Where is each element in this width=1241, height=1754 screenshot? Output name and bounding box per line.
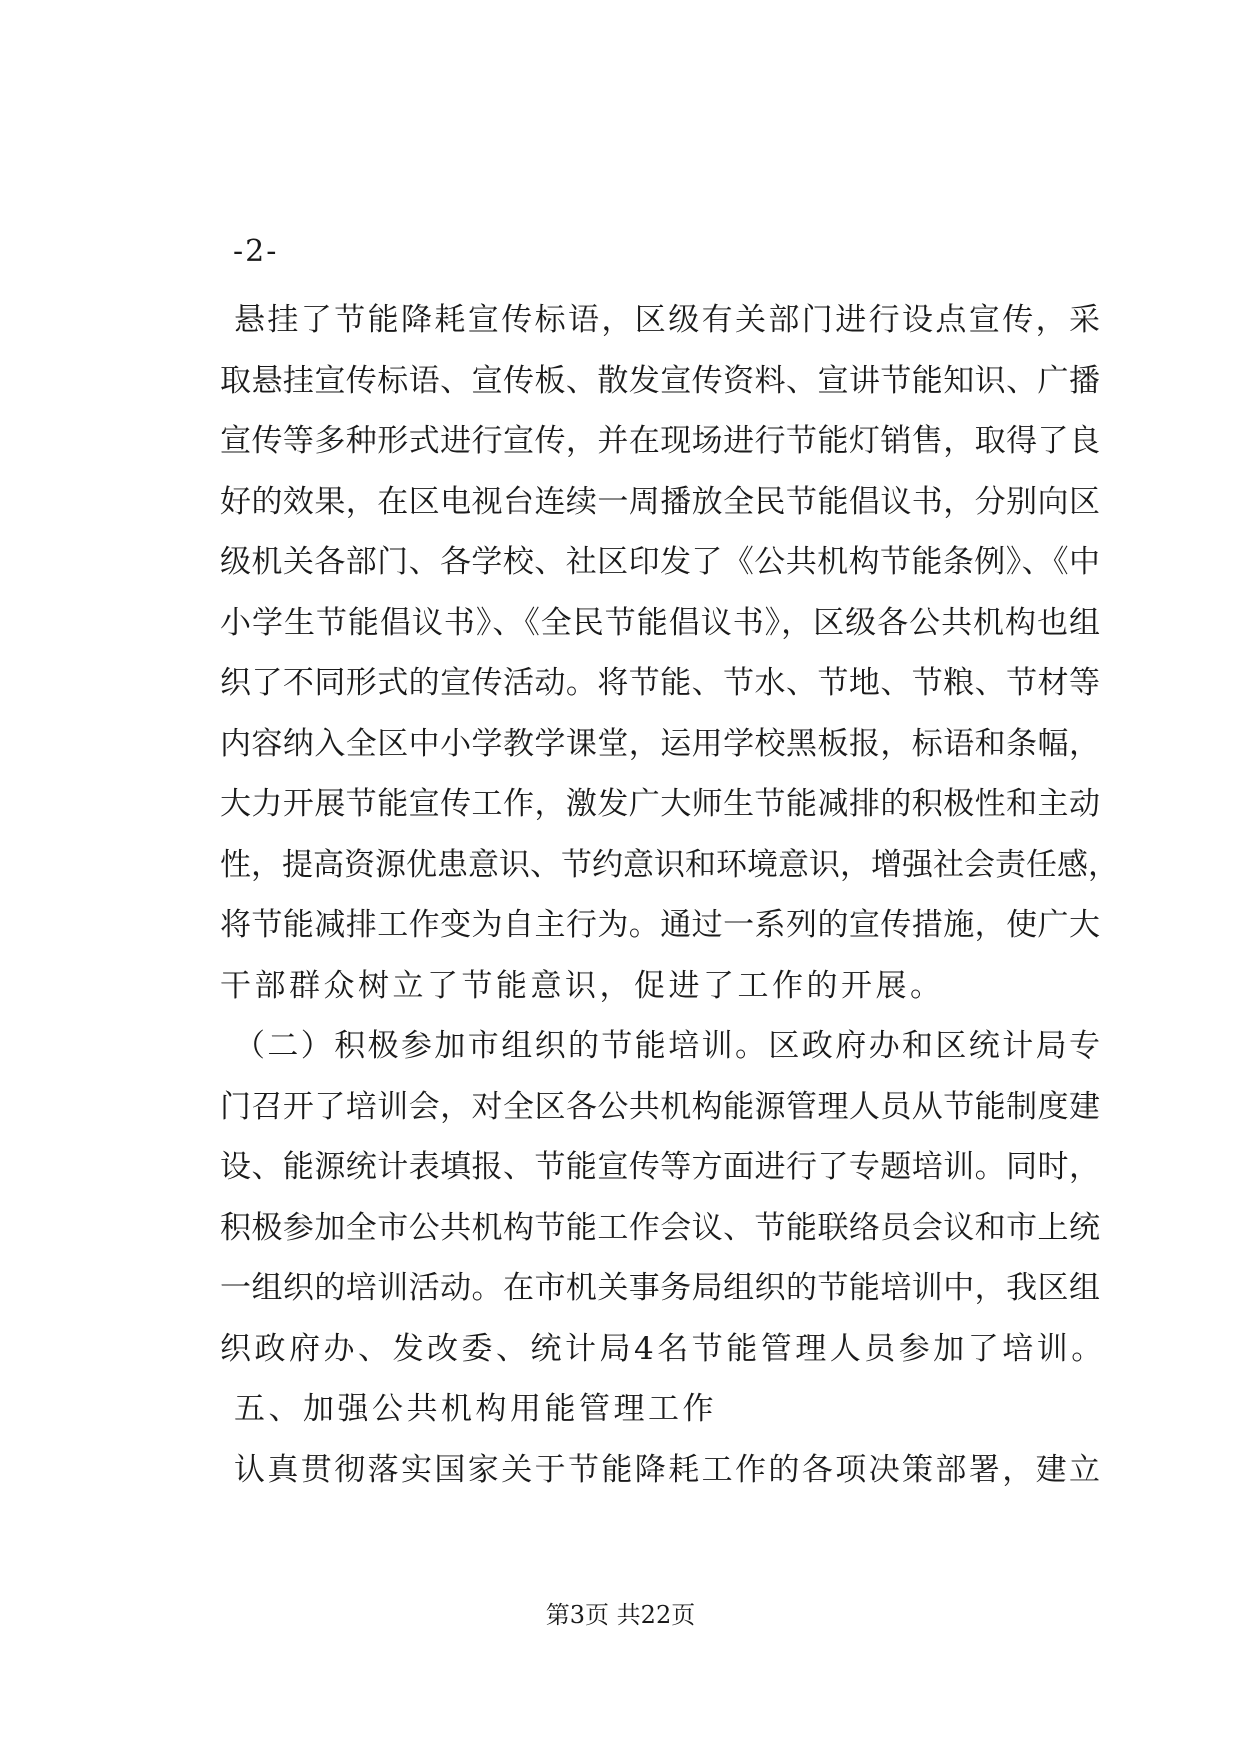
body-text <box>220 290 1119 1500</box>
text-line: 认真贯彻落实国家关于节能降耗工作的各项决策部署，建立 <box>234 1451 1100 1488</box>
text-line: 级机关各部门、各学校、社区印发了《公共机构节能条例》、《中 <box>220 544 1100 580</box>
text-line: 好的效果，在区电视台连续一周播放全民节能倡议书，分别向区 <box>220 483 1100 520</box>
text-line: 悬挂了节能降耗宣传标语，区级有关部门进行设点宣传，采 <box>234 302 1100 338</box>
text-line: 干部群众树立了节能意识，促进了工作的开展。 <box>220 967 945 1004</box>
text-line: 织了不同形式的宣传活动。将节能、节水、节地、节粮、节材等 <box>220 665 1100 701</box>
section-heading: 五、加强公共机构用能管理工作 <box>234 1391 717 1427</box>
page-footer: 第3页 共22页 <box>545 1601 696 1629</box>
text-line: 取悬挂宣传标语、宣传板、散发宣传资料、宣讲节能知识、广播 <box>220 362 1100 399</box>
text-line: 小学生节能倡议书》、《全民节能倡议书》，区级各公共机构也组 <box>220 604 1100 641</box>
text-line: 门召开了培训会，对全区各公共机构能源管理人员从节能制度建 <box>220 1088 1100 1125</box>
text-line: 设、能源统计表填报、节能宣传等方面进行了专题培训。同时， <box>220 1149 1100 1185</box>
section-2-heading-line: （二）积极参加市组织的节能培训。区政府办和区统计局专 <box>234 1028 1100 1064</box>
page-marker: -2- <box>233 234 279 269</box>
text-line: 将节能减排工作变为自主行为。通过一系列的宣传措施，使广大 <box>220 907 1100 943</box>
text-line: 积极参加全市公共机构节能工作会议、节能联络员会议和市上统 <box>220 1209 1100 1246</box>
text-line: 大力开展节能宣传工作，激发广大师生节能减排的积极性和主动 <box>220 786 1100 822</box>
text-line: 性，提高资源优患意识、节约意识和环境意识，增强社会责任感， <box>220 846 1119 883</box>
text-line: 织政府办、发改委、统计局4名节能管理人员参加了培训。 <box>220 1330 1106 1367</box>
text-line: 宣传等多种形式进行宣传，并在现场进行节能灯销售，取得了良 <box>220 423 1100 459</box>
text-line: 内容纳入全区中小学教学课堂，运用学校黑板报，标语和条幅， <box>220 725 1100 762</box>
text-line: 一组织的培训活动。在市机关事务局组织的节能培训中，我区组 <box>220 1270 1100 1306</box>
